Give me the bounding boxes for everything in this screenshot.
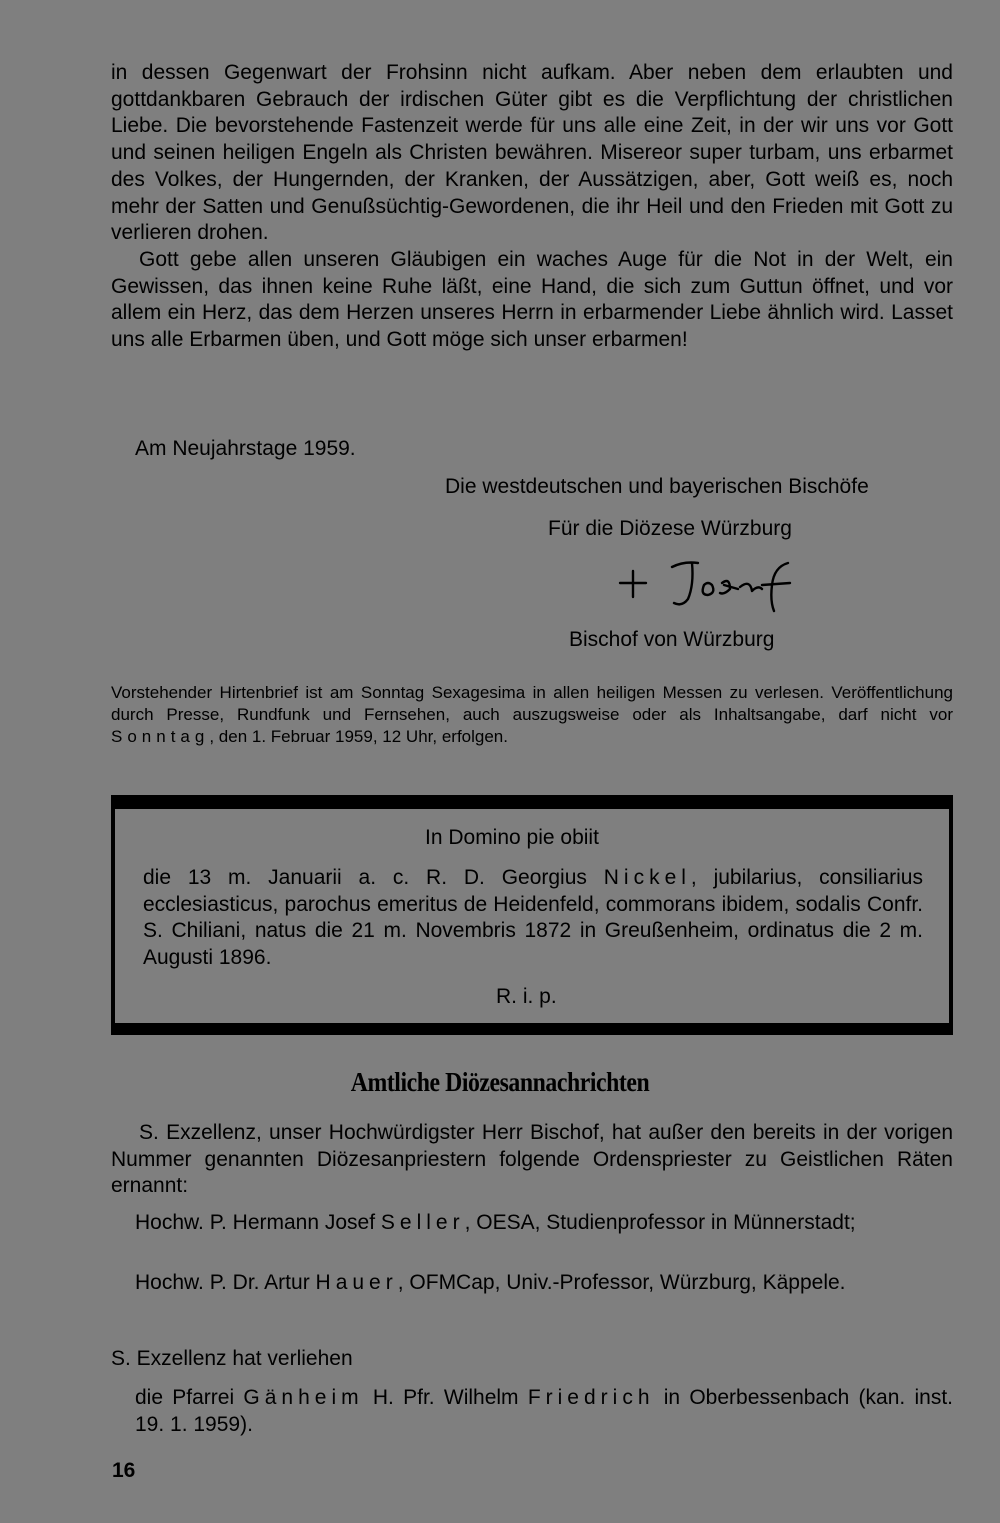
obituary-text — [143, 865, 923, 972]
news-item-3 — [135, 1385, 953, 1438]
obituary-text-a: die 13 m. Januarii a. c. R. D. Georgius — [143, 866, 604, 889]
section-heading: Amtliche Diözesannachrichten — [350, 1067, 650, 1097]
page-number: 16 — [112, 1459, 136, 1482]
obituary-text-b: , jubilarius, consiliarius ecclesiasticus, parochus emeritus de Heidenfeld, commorans ibidem, sodalis Confr. S. Chiliani, natus die 21 m. Novembris 1872 in Greußenheim, ordinatus die 2 m. Augusti 1896. — [143, 866, 923, 970]
reading-notice — [111, 682, 953, 748]
notice-spaced-day: Sonntag — [111, 727, 210, 746]
obituary-title: In Domino pie obiit — [425, 826, 599, 849]
item3-place: Gänheim — [243, 1386, 364, 1409]
notice-text-b: , den 1. Februar 1959, 12 Uhr, erfolgen. — [209, 727, 508, 746]
item3-text-c: in Oberbessenbach (kan. inst. 19. 1. 1959). — [135, 1386, 953, 1436]
letter-body — [111, 60, 953, 354]
item3-text-b: H. Pfr. Wilhelm — [363, 1386, 528, 1409]
item1-text-b: , OESA, Studienprofessor in Münnerstadt; — [464, 1211, 856, 1234]
letter-diocese: Für die Diözese Würzburg — [548, 517, 792, 540]
letter-date: Am Neujahrstage 1959. — [135, 437, 356, 460]
item2-name: Hauer — [315, 1271, 398, 1294]
item3-name: Friedrich — [527, 1386, 655, 1409]
item2-text-b: , OFMCap, Univ.-Professor, Würzburg, Käppele. — [397, 1271, 846, 1294]
news-intro — [111, 1120, 953, 1200]
news-conferred: S. Exzellenz hat verliehen — [111, 1347, 353, 1370]
obituary-rip: R. i. p. — [496, 985, 557, 1008]
item1-text-a: Hochw. P. Hermann Josef — [135, 1211, 381, 1234]
bishop-signature — [612, 555, 822, 615]
item3-text-a: die Pfarrei — [135, 1386, 244, 1409]
news-item-1 — [135, 1210, 953, 1237]
letter-bishop-title: Bischof von Würzburg — [569, 628, 775, 651]
news-item-2 — [135, 1270, 953, 1297]
letter-paragraph-1: in dessen Gegenwart der Frohsinn nicht aufkam. Aber neben dem erlaubten und gottdankbaren Gebrauch der irdischen Güter gibt es die Verpflichtung der christlichen Liebe. Die bevorstehende Fastenzeit werde für uns alle eine Zeit, in der wir uns vor Gott und seinen heiligen Engeln als Christen bewähren. Misereor super turbam, uns erbarmet des Volkes, der Hungernden, der Kranken, der Aussätzigen, aber, Gott weiß es, noch mehr der Satten und Genußsüchtig-Gewordenen, die ihr Heil und den Frieden mit Gott zu verlieren drohen. — [111, 61, 953, 245]
letter-signatories: Die westdeutschen und bayerischen Bischöfe — [445, 475, 869, 498]
item2-text-a: Hochw. P. Dr. Artur — [135, 1271, 316, 1294]
obituary-name: Nickel — [603, 866, 691, 889]
news-intro-text: S. Exzellenz, unser Hochwürdigster Herr Bischof, hat außer den bereits in der vorigen Nummer genannten Diözesanpriestern folgende Ordenspriester zu Geistlichen Räten ernannt: — [111, 1121, 953, 1198]
letter-paragraph-2: Gott gebe allen unseren Gläubigen ein waches Auge für die Not in der Welt, ein Gewissen, das ihnen keine Ruhe läßt, eine Hand, die sich zum Guttun öffnet, und vor allem ein Herz, das dem Herzen unseres Herrn in erbarmender Liebe ähnlich wird. Lasset uns alle Erbarmen üben, und Gott möge sich unser erbarmen! — [111, 247, 953, 352]
item1-name: Seller — [380, 1211, 465, 1234]
notice-text-a: Vorstehender Hirtenbrief ist am Sonntag Sexagesima in allen heiligen Messen zu verlesen. Veröffentlichung durch Presse, Rundfunk und Fernsehen, auch auszugsweise oder als Inhaltsangabe, darf nicht vor — [111, 683, 953, 724]
